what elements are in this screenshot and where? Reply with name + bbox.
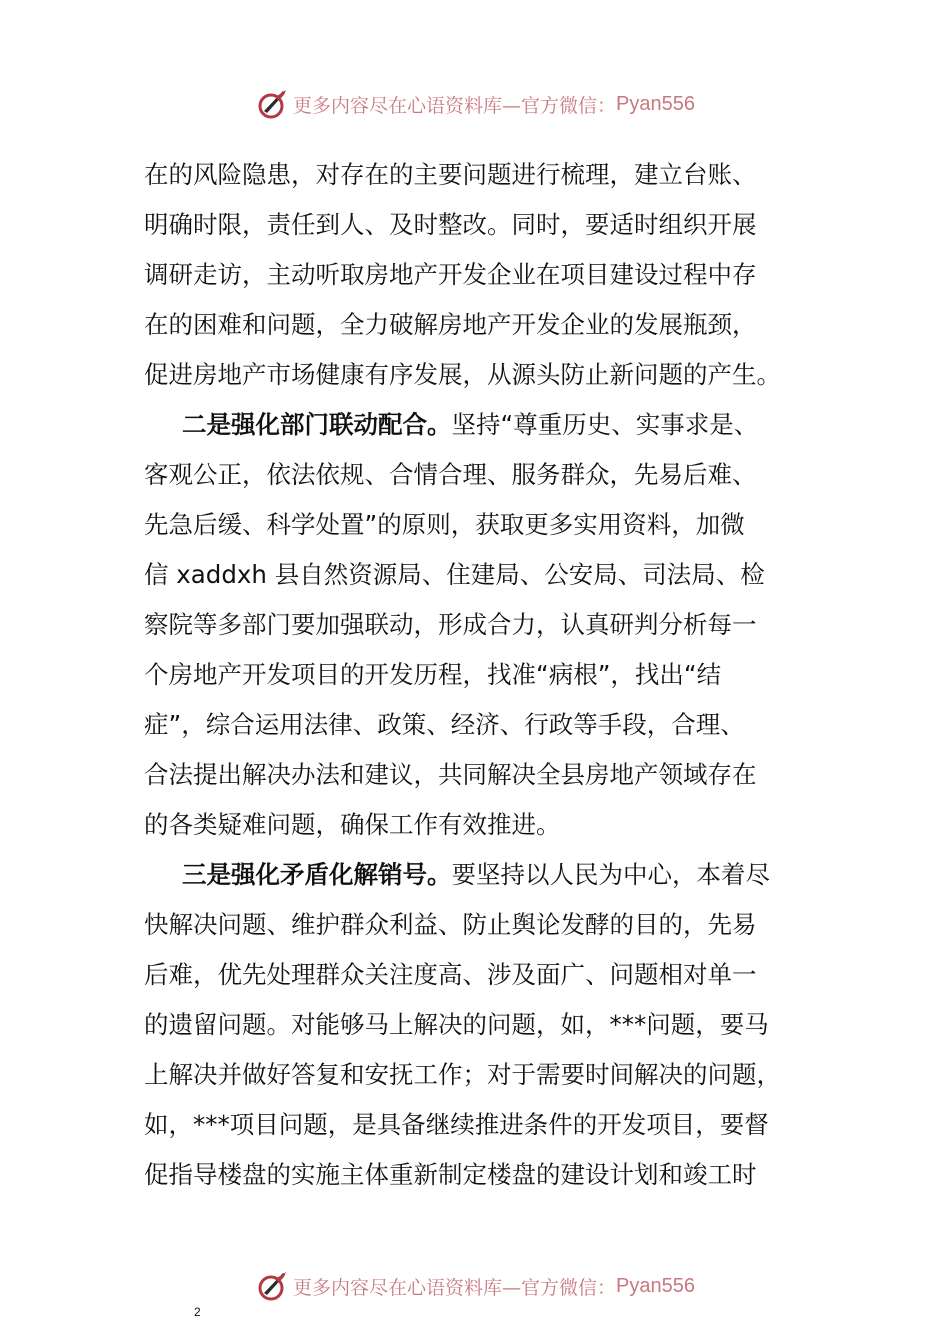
watermark-text: 更多内容尽在心语资料库—官方微信：	[293, 94, 617, 117]
text-line: 在的困难和问题，全力破解房地产开发企业的发展瓶颈，	[144, 310, 757, 339]
text-line: 个房地产开发项目的开发历程，找准“病根”，找出“结	[144, 660, 722, 689]
text-line: 后难，优先处理群众关注度高、涉及面广、问题相对单一	[144, 960, 757, 989]
paragraph-text: 要坚持以人民为中心，本着尽	[451, 860, 770, 889]
text-line: 在的风险隐患，对存在的主要问题进行梳理，建立台账、	[144, 160, 757, 189]
text-line: 先急后缓、科学处置”的原则，获取更多实用资料，加微	[144, 510, 745, 539]
text-line: 明确时限，责任到人、及时整改。同时，要适时组织开展	[144, 210, 757, 239]
paragraph-first-line	[144, 850, 804, 900]
footer-watermark	[0, 1266, 950, 1306]
text-line: 调研走访，主动听取房地产开发企业在项目建设过程中存	[144, 260, 757, 289]
text-line: 促进房地产市场健康有序发展，从源头防止新问题的产生。	[144, 360, 781, 389]
header-watermark	[0, 84, 950, 124]
paragraph-first-line	[144, 400, 804, 450]
paragraph-heading: 二是强化部门联动配合。	[182, 410, 452, 439]
watermark-text: 更多内容尽在心语资料库—官方微信：	[293, 1276, 617, 1299]
paragraph-text: 坚持“尊重历史、实事求是、	[451, 410, 759, 439]
quill-logo-icon	[255, 1269, 289, 1303]
text-line: 上解决并做好答复和安抚工作；对于需要时间解决的问题，	[144, 1060, 781, 1089]
text-line: 合法提出解决办法和建议，共同解决全县房地产领域存在	[144, 760, 757, 789]
text-line: 快解决问题、维护群众利益、防止舆论发酵的目的，先易	[144, 910, 757, 939]
body-text	[144, 150, 804, 1200]
text-line: 如，***项目问题，是具备继续推进条件的开发项目，要督	[144, 1110, 769, 1139]
text-line: 的遗留问题。对能够马上解决的问题，如，***问题，要马	[144, 1010, 769, 1039]
text-line: 症”，综合运用法律、政策、经济、行政等手段，合理、	[144, 710, 745, 739]
watermark-wechat-id: Pyan556	[616, 1274, 695, 1297]
paragraph-heading: 三是强化矛盾化解销号。	[182, 860, 452, 889]
text-line: 促指导楼盘的实施主体重新制定楼盘的建设计划和竣工时	[144, 1160, 757, 1189]
quill-logo-icon	[255, 87, 289, 121]
text-line: 的各类疑难问题，确保工作有效推进。	[144, 810, 561, 839]
text-line: 信 xaddxh 县自然资源局、住建局、公安局、司法局、检	[144, 560, 765, 589]
watermark-wechat-id: Pyan556	[616, 92, 695, 115]
page-number: 2	[194, 1305, 201, 1319]
text-line: 察院等多部门要加强联动，形成合力，认真研判分析每一	[144, 610, 757, 639]
text-line: 客观公正，依法依规、合情合理、服务群众，先易后难、	[144, 460, 757, 489]
